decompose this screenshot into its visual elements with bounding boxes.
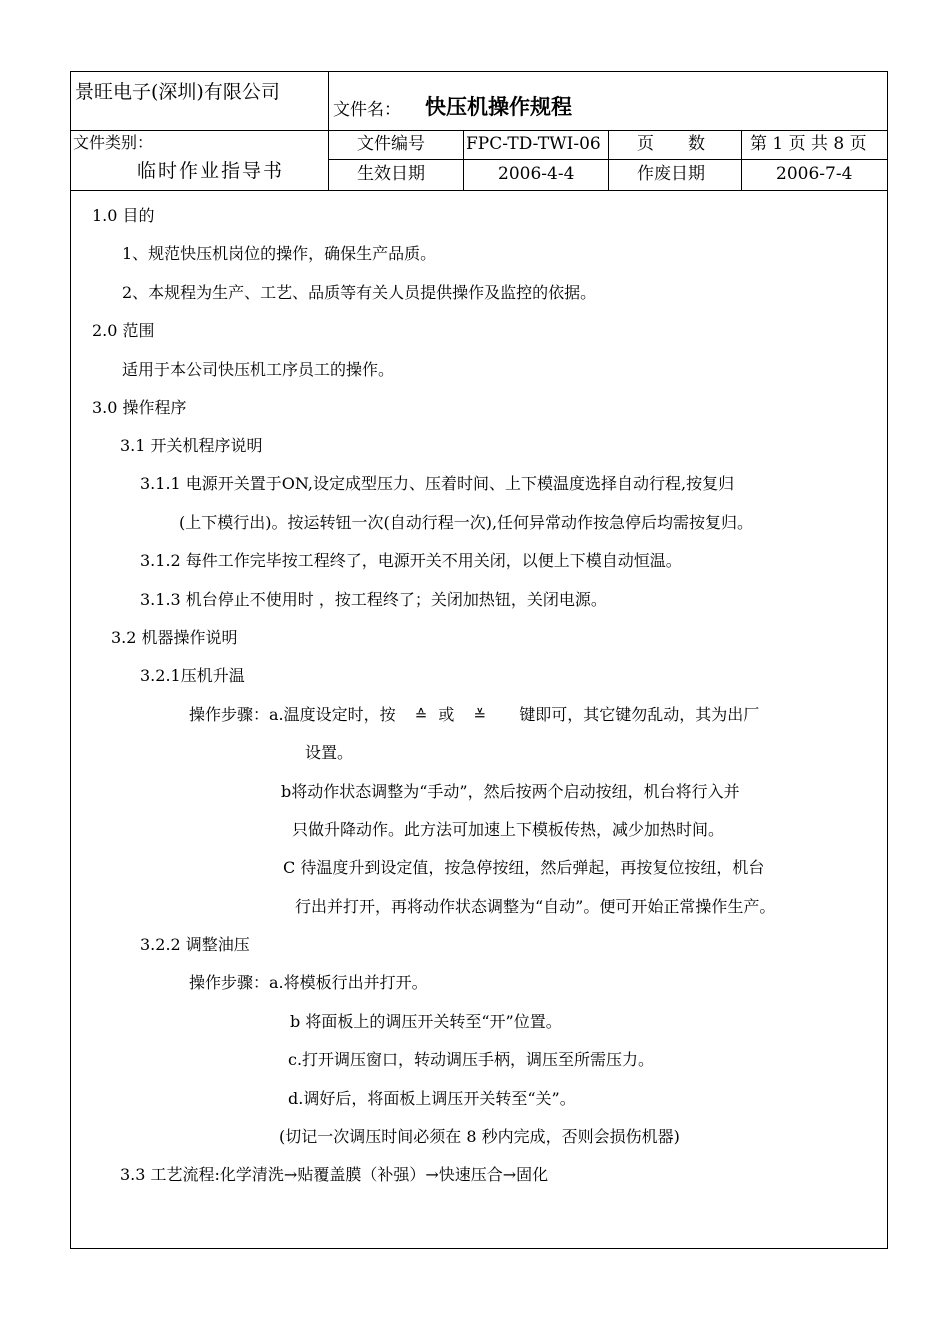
doc-no-label: 文件编号 xyxy=(357,134,425,154)
void-date: 2006-7-4 xyxy=(776,164,853,184)
section-3-1-heading: 3.1 开关机程序说明 xyxy=(120,436,263,455)
purpose-item-2: 2、本规程为生产、工艺、品质等有关人员提供操作及监控的依据。 xyxy=(122,283,597,302)
step-3-1-1-line-2: (上下模行出)。按运转钮一次(自动行程一次),任何异常动作按急停后均需按复归。 xyxy=(179,513,754,532)
pages-label-cell xyxy=(609,131,742,160)
category-value: 临时作业指导书 xyxy=(137,160,285,182)
void-label-cell xyxy=(609,160,742,191)
void-date-cell xyxy=(742,160,887,191)
scope-text: 适用于本公司快压机工序员工的操作。 xyxy=(122,360,395,379)
heat-step-c-line-1: C 待温度升到设定值，按急停按纽，然后弹起，再按复位按纽，机台 xyxy=(283,858,765,877)
step-3-1-1-line-1: 3.1.1 电源开关置于ON,设定成型压力、压着时间、上下模温度选择自动行程,按复归 xyxy=(140,474,735,493)
heat-step-b-line-1: b将动作状态调整为“手动”，然后按两个启动按纽，机台将行入并 xyxy=(281,782,740,801)
section-3-2-heading: 3.2 机器操作说明 xyxy=(111,628,238,647)
effective-date: 2006-4-4 xyxy=(498,164,575,184)
doc-no-label-cell xyxy=(329,131,464,160)
doc-no-cell xyxy=(464,131,609,160)
heat-step-a-prefix: 操作步骤：a.温度设定时，按 xyxy=(189,705,396,724)
section-1-heading: 1.0 目的 xyxy=(92,206,155,225)
effective-label-cell xyxy=(329,160,464,191)
void-label: 作废日期 xyxy=(637,164,705,184)
down-key-icon: ≚ xyxy=(473,706,487,724)
company-cell xyxy=(71,72,329,131)
effective-date-cell xyxy=(464,160,609,191)
category-cell xyxy=(71,131,329,191)
purpose-item-1: 1、规范快压机岗位的操作，确保生产品质。 xyxy=(122,244,437,263)
section-3-3-process-flow: 3.3 工艺流程:化学清洗→贴覆盖膜（补强）→快速压合→固化 xyxy=(120,1165,549,1184)
oil-step-a: 操作步骤：a.将模板行出并打开。 xyxy=(189,973,428,992)
heat-step-a-line-2: 设置。 xyxy=(305,743,354,762)
up-key-icon: ≙ xyxy=(414,706,428,724)
oil-step-d: d.调好后，将面板上调压开关转至“关”。 xyxy=(288,1089,576,1108)
heat-step-a-line-1 xyxy=(189,705,759,725)
heat-step-c-line-2: 行出并打开，再将动作状态调整为“自动”。便可开始正常操作生产。 xyxy=(295,897,776,916)
effective-label: 生效日期 xyxy=(357,164,425,184)
section-3-2-1-heading: 3.2.1压机升温 xyxy=(140,666,245,685)
heat-step-b-line-2: 只做升降动作。此方法可加速上下模板传热，减少加热时间。 xyxy=(292,820,725,839)
section-2-heading: 2.0 范围 xyxy=(92,321,155,340)
category-label: 文件类别： xyxy=(73,133,154,152)
oil-step-b: b 将面板上的调压开关转至“开”位置。 xyxy=(290,1012,562,1031)
file-name-title: 快压机操作规程 xyxy=(425,95,572,119)
pages-cell xyxy=(742,131,887,160)
step-3-1-2: 3.1.2 每件工作完毕按工程终了，电源开关不用关闭，以便上下模自动恒温。 xyxy=(140,551,682,570)
pages-value: 第 1 页 共 8 页 xyxy=(750,134,867,154)
heat-step-a-suffix: 键即可，其它键勿乱动，其为出厂 xyxy=(519,705,760,724)
document-page xyxy=(70,71,888,1249)
doc-no-value: FPC-TD-TWI-06 xyxy=(466,134,601,154)
file-name-cell xyxy=(329,72,887,131)
section-3-heading: 3.0 操作程序 xyxy=(92,398,187,417)
oil-step-c: c.打开调压窗口，转动调压手柄，调压至所需压力。 xyxy=(288,1050,655,1069)
oil-warning: (切记一次调压时间必须在 8 秒内完成，否则会损伤机器) xyxy=(279,1127,680,1146)
section-3-2-2-heading: 3.2.2 调整油压 xyxy=(140,935,250,954)
heat-step-a-or: 或 xyxy=(438,705,455,724)
pages-label: 页 数 xyxy=(637,134,705,154)
step-3-1-3: 3.1.3 机台停止不使用时 ，按工程终了；关闭加热钮，关闭电源。 xyxy=(140,590,607,609)
file-name-label: 文件名： xyxy=(333,100,401,120)
company-name: 景旺电子(深圳)有限公司 xyxy=(75,81,280,103)
